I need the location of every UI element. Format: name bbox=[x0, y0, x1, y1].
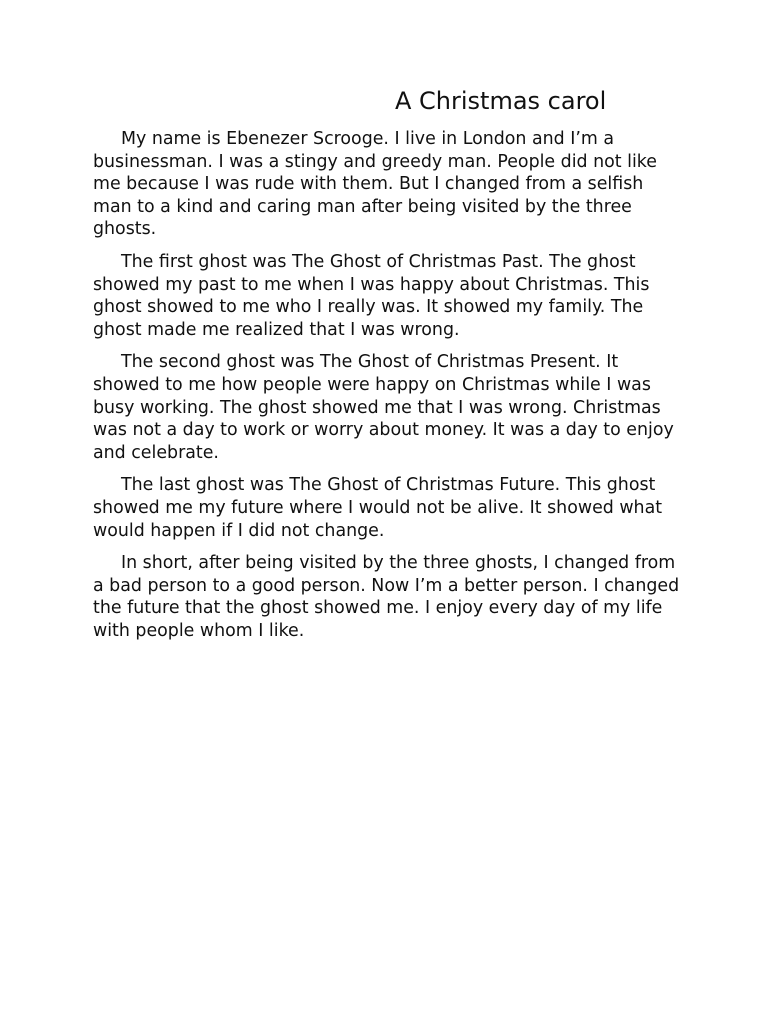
paragraph-ghost-past: The first ghost was The Ghost of Christmas Past. The ghost showed my past to me when I was happy about Christmas. This ghost showed to me who I really was. It showed my family. The ghost made me realized that I was wrong. bbox=[93, 251, 650, 340]
paragraph-ghost-future: The last ghost was The Ghost of Christmas Future. This ghost showed me my future where I would not be alive. It showed what would happen if I did not change. bbox=[93, 475, 663, 541]
paragraph-ghost-present: The second ghost was The Ghost of Christmas Present. It showed to me how people were happy on Christmas while I was busy working. The ghost showed me that I was wrong. Christmas was not a day to work or worry about money. It was a day to enjoy and celebrate. bbox=[93, 352, 674, 463]
document-title: A Christmas carol bbox=[395, 87, 607, 115]
paragraph-conclusion: In short, after being visited by the three ghosts, I changed from a bad person to a good person. Now I’m a better person. I changed the future that the ghost showed me. I enjoy every day of my life with people whom I like. bbox=[93, 553, 680, 641]
paragraph-intro: My name is Ebenezer Scrooge. I live in London and I’m a businessman. I was a stingy and greedy man. People did not like me because I was rude with them. But I changed from a selfish man to a kind and caring man after being visited by the three ghosts. bbox=[93, 129, 657, 240]
document-body bbox=[93, 128, 683, 652]
